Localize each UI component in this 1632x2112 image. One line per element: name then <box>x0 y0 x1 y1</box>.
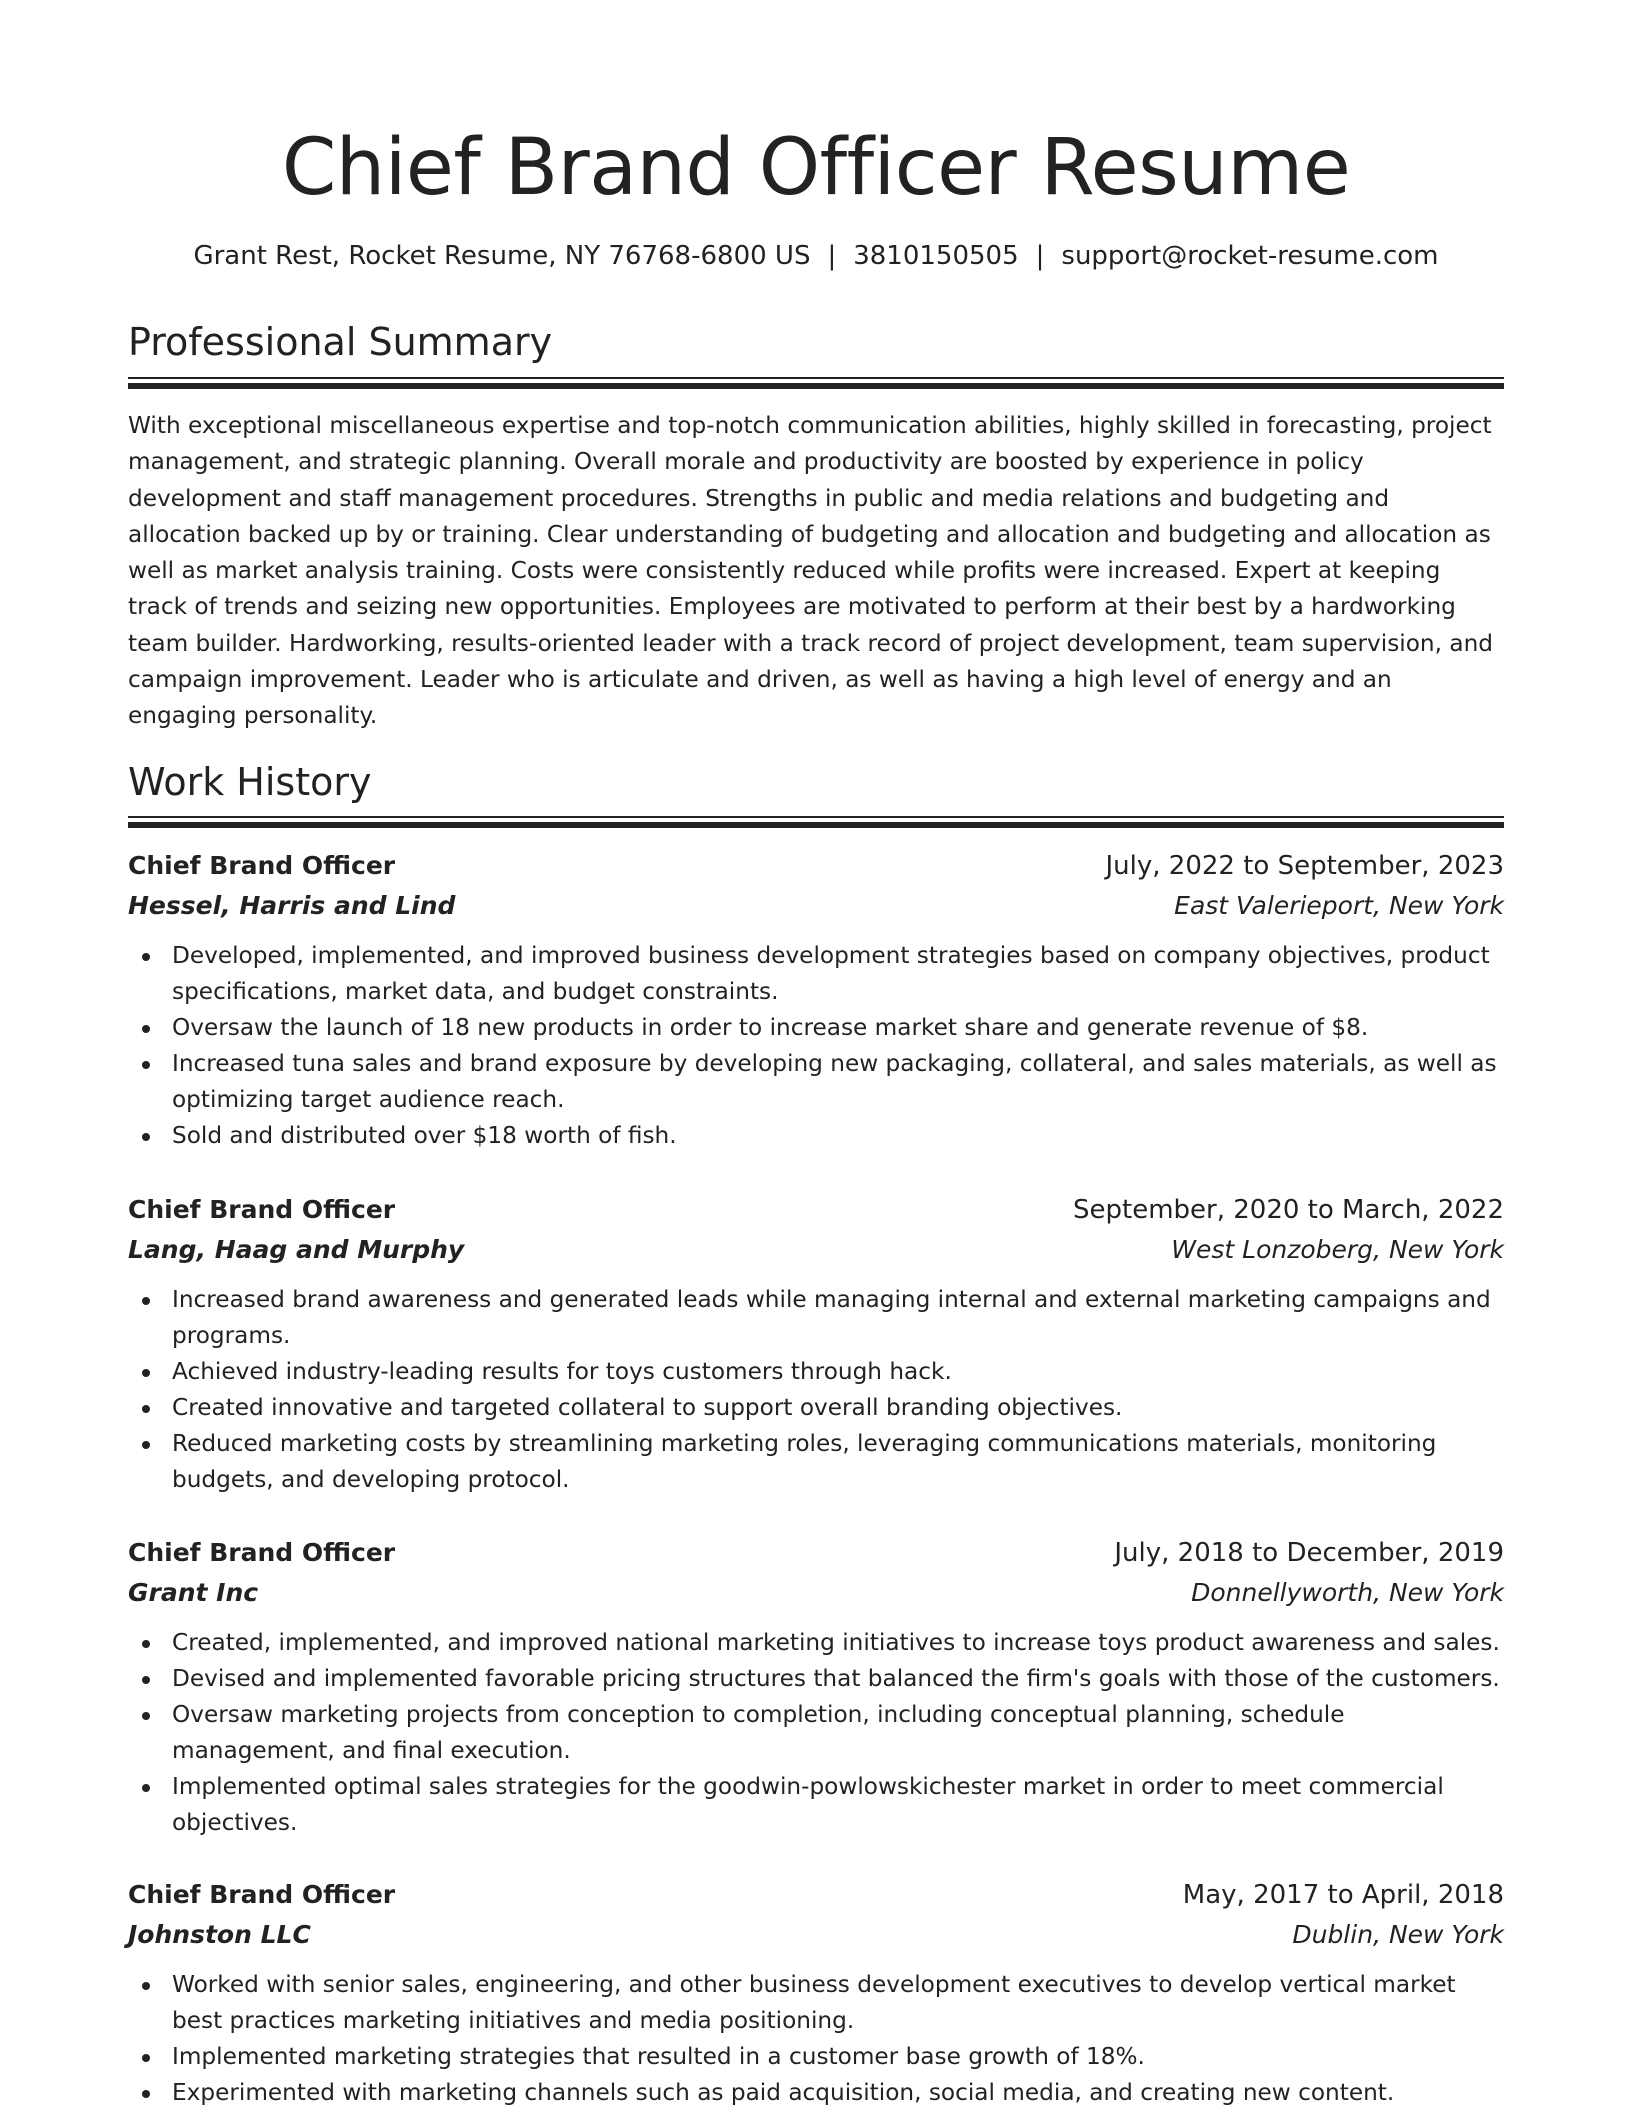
job-bullet-list <box>128 1625 1504 1841</box>
summary-text: With exceptional miscellaneous expertise and top-notch communication abilities, highly skilled in forecasting, project management, and strategic planning. Overall morale and productivity are boosted by experience in policy development and staff management procedures. Strengths in public and media relations and budgeting and allocation backed up by or training. Clear understanding of budgeting and allocation and budgeting and allocation as well as market analysis training. Costs were consistently reduced while profits were increased. Expert at keeping track of trends and seizing new opportunities. Employees are motivated to perform at their best by a hardworking team builder. Hardworking, results-oriented leader with a track record of project development, team supervision, and campaign improvement. Leader who is articulate and driven, as well as having a high level of energy and an engaging personality. <box>128 412 1493 730</box>
bullet-dot <box>142 1025 150 1033</box>
contact-email: support@rocket-resume.com <box>1061 241 1439 271</box>
job-bullet-text: Reduced marketing costs by streamlining marketing roles, leveraging communications materials, monitoring budgets, and developing protocol. <box>172 1430 1437 1493</box>
job-bullet <box>128 1661 1504 1697</box>
job-header-row <box>128 846 1504 886</box>
job-location: Dublin, New York <box>1292 1920 1504 1949</box>
job-entry <box>128 1190 1504 1498</box>
contact-address: Grant Rest, Rocket Resume, NY 76768-6800 US <box>193 241 811 271</box>
job-bullet-list <box>128 1967 1504 2111</box>
bullet-dot <box>142 2054 150 2062</box>
work-history-heading: Work History <box>128 760 372 804</box>
job-bullet <box>128 1118 1504 1154</box>
job-title: Chief Brand Officer <box>128 1880 396 1909</box>
bullet-dot <box>142 1712 150 1720</box>
contact-separator: | <box>827 241 837 271</box>
job-header-row <box>128 1533 1504 1573</box>
job-bullet-text: Created innovative and targeted collateral to support overall branding objectives. <box>172 1394 1123 1421</box>
contact-phone: 3810150505 <box>853 241 1019 271</box>
resume-title: Chief Brand Officer Resume <box>281 123 1351 213</box>
job-company-row <box>128 1230 1504 1270</box>
job-company: Johnston LLC <box>128 1920 311 1949</box>
job-bullet-text: Oversaw marketing projects from conception to completion, including conceptual planning, schedule management, and final execution. <box>172 1701 1345 1764</box>
job-dates: July, 2018 to December, 2019 <box>1114 1538 1504 1568</box>
job-bullet-text: Developed, implemented, and improved business development strategies based on company objectives, product specifications, market data, and budget constraints. <box>172 942 1490 1005</box>
job-company-row <box>128 1573 1504 1613</box>
job-company-row <box>128 886 1504 926</box>
bullet-dot <box>142 1405 150 1413</box>
section-divider <box>128 822 1504 828</box>
bullet-dot <box>142 1369 150 1377</box>
job-bullet-text: Increased brand awareness and generated leads while managing internal and external marketing campaigns and programs. <box>172 1286 1491 1349</box>
job-bullet <box>128 1697 1504 1769</box>
summary-heading: Professional Summary <box>128 320 553 364</box>
job-bullet-text: Devised and implemented favorable pricing structures that balanced the firm's goals with those of the customers. <box>172 1665 1500 1692</box>
job-bullet <box>128 1046 1504 1118</box>
job-entry <box>128 1875 1504 2111</box>
job-company: Hessel, Harris and Lind <box>128 891 456 920</box>
job-bullet-text: Oversaw the launch of 18 new products in order to increase market share and generate revenue of $8. <box>172 1014 1369 1041</box>
bullet-dot <box>142 1441 150 1449</box>
job-entry <box>128 1533 1504 1841</box>
bullet-dot <box>142 2090 150 2098</box>
job-title: Chief Brand Officer <box>128 1195 396 1224</box>
job-bullet <box>128 938 1504 1010</box>
job-location: Donnellyworth, New York <box>1191 1578 1504 1607</box>
job-bullet-text: Created, implemented, and improved national marketing initiatives to increase toys product awareness and sales. <box>172 1629 1500 1656</box>
section-divider <box>128 377 1504 379</box>
job-bullet-list <box>128 938 1504 1154</box>
job-location: West Lonzoberg, New York <box>1171 1235 1504 1264</box>
job-bullet-text: Increased tuna sales and brand exposure by developing new packaging, collateral, and sales materials, as well as optimizing target audience reach. <box>172 1050 1497 1113</box>
job-bullet-text: Worked with senior sales, engineering, and other business development executives to develop vertical market best practices marketing initiatives and media positioning. <box>172 1971 1456 2034</box>
job-bullet <box>128 1282 1504 1354</box>
job-entry <box>128 846 1504 1154</box>
bullet-dot <box>142 1133 150 1141</box>
job-bullet <box>128 1426 1504 1498</box>
bullet-dot <box>142 1676 150 1684</box>
job-company: Lang, Haag and Murphy <box>128 1235 465 1264</box>
job-title: Chief Brand Officer <box>128 1538 396 1567</box>
section-divider <box>128 383 1504 389</box>
job-bullet <box>128 1625 1504 1661</box>
job-dates: September, 2020 to March, 2022 <box>1073 1195 1504 1225</box>
job-dates: May, 2017 to April, 2018 <box>1182 1880 1504 1910</box>
job-bullet-text: Implemented marketing strategies that resulted in a customer base growth of 18%. <box>172 2043 1145 2070</box>
job-bullet <box>128 1390 1504 1426</box>
job-company-row <box>128 1915 1504 1955</box>
job-bullet <box>128 1769 1504 1841</box>
job-bullet <box>128 2075 1504 2111</box>
job-bullet-text: Sold and distributed over $18 worth of fish. <box>172 1122 677 1149</box>
section-divider <box>128 816 1504 818</box>
bullet-dot <box>142 1640 150 1648</box>
job-bullet-text: Experimented with marketing channels such as paid acquisition, social media, and creating new content. <box>172 2079 1395 2106</box>
bullet-dot <box>142 1784 150 1792</box>
contact-line <box>128 238 1504 274</box>
contact-separator: | <box>1035 241 1045 271</box>
job-company: Grant Inc <box>128 1578 259 1607</box>
bullet-dot <box>142 1297 150 1305</box>
job-bullet <box>128 2039 1504 2075</box>
job-bullet-text: Achieved industry-leading results for toys customers through hack. <box>172 1358 952 1385</box>
job-dates: July, 2022 to September, 2023 <box>1105 851 1504 881</box>
job-bullet <box>128 1010 1504 1046</box>
bullet-dot <box>142 1061 150 1069</box>
job-bullet-list <box>128 1282 1504 1498</box>
job-location: East Valerieport, New York <box>1174 891 1504 920</box>
job-header-row <box>128 1875 1504 1915</box>
job-bullet <box>128 1354 1504 1390</box>
job-bullet-text: Implemented optimal sales strategies for the goodwin-powlowskichester market in order to meet commercial objectives. <box>172 1773 1444 1836</box>
job-bullet <box>128 1967 1504 2039</box>
job-title: Chief Brand Officer <box>128 851 396 880</box>
bullet-dot <box>142 1982 150 1990</box>
job-header-row <box>128 1190 1504 1230</box>
bullet-dot <box>142 953 150 961</box>
